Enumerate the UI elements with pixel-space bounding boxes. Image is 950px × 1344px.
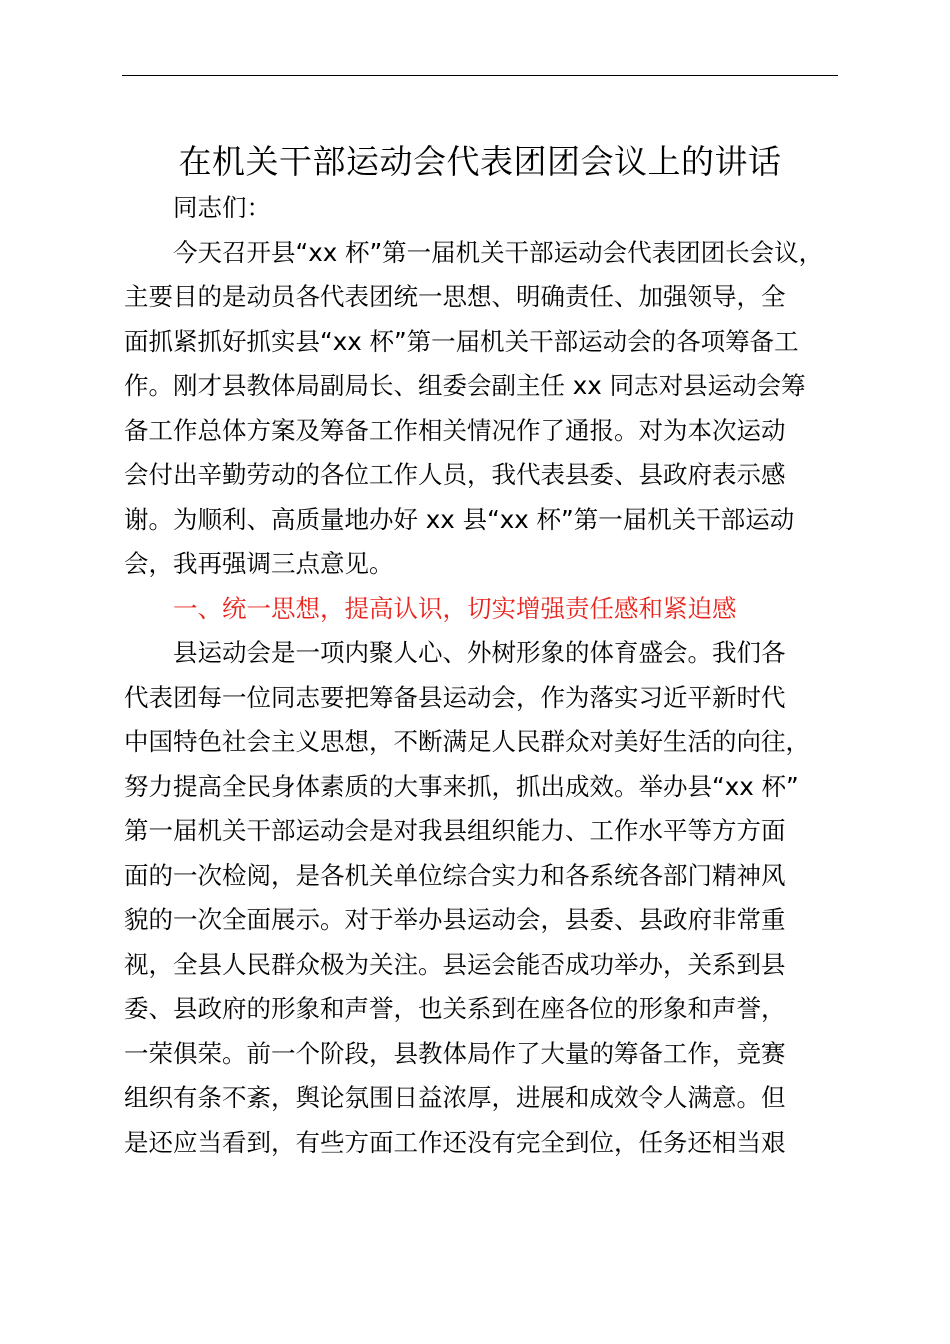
paragraph-line: 备工作总体方案及筹备工作相关情况作了通报。对为本次运动 <box>124 415 786 445</box>
paragraph-line: 组织有条不紊，舆论氛围日益浓厚，进展和成效令人满意。但 <box>124 1083 786 1112</box>
paragraph-line: 主要目的是动员各代表团统一思想、明确责任、加强领导，全 <box>124 282 786 311</box>
paragraph-line: 努力提高全民身体素质的大事来抓，抓出成效。举办县“xx 杯” <box>124 771 799 801</box>
paragraph-line: 委、县政府的形象和声誉，也关系到在座各位的形象和声誉， <box>124 994 786 1023</box>
paragraph-line: 面抓紧抓好抓实县“xx 杯”第一届机关干部运动会的各项筹备工 <box>124 326 799 356</box>
paragraph-line: 第一届机关干部运动会是对我县组织能力、工作水平等方方面 <box>124 816 786 845</box>
paragraph-line: 会付出辛勤劳动的各位工作人员，我代表县委、县政府表示感 <box>124 460 786 489</box>
header-rule <box>122 75 838 76</box>
paragraph-line: 县运动会是一项内聚人心、外树形象的体育盛会。我们各 <box>173 638 786 667</box>
paragraph-line: 会，我再强调三点意见。 <box>124 549 394 578</box>
paragraph-line: 作。刚才县教体局副局长、组委会副主任 xx 同志对县运动会筹 <box>124 371 806 400</box>
document-body <box>124 186 840 1165</box>
paragraph-line: 谢。为顺利、高质量地办好 xx 县“xx 杯”第一届机关干部运动 <box>124 504 795 534</box>
paragraph-line: 今天召开县“xx 杯”第一届机关干部运动会代表团团长会议， <box>173 237 824 267</box>
paragraph-line: 是还应当看到，有些方面工作还没有完全到位，任务还相当艰 <box>124 1127 786 1157</box>
paragraph-line: 视，全县人民群众极为关注。县运会能否成功举办，关系到县 <box>124 949 786 979</box>
paragraph-line: 中国特色社会主义思想，不断满足人民群众对美好生活的向往， <box>124 727 810 756</box>
paragraph-line: 面的一次检阅，是各机关单位综合实力和各系统各部门精神风 <box>124 860 786 890</box>
paragraph-line: 代表团每一位同志要把筹备县运动会，作为落实习近平新时代 <box>124 682 786 712</box>
paragraph-line: 一荣俱荣。前一个阶段，县教体局作了大量的筹备工作，竞赛 <box>124 1038 786 1068</box>
paragraph-line: 貌的一次全面展示。对于举办县运动会，县委、县政府非常重 <box>124 905 786 934</box>
document-title: 在机关干部运动会代表团团会议上的讲话 <box>178 142 782 181</box>
salutation: 同志们： <box>173 193 271 222</box>
section-heading: 一、统一思想，提高认识，切实增强责任感和紧迫感 <box>173 593 737 623</box>
